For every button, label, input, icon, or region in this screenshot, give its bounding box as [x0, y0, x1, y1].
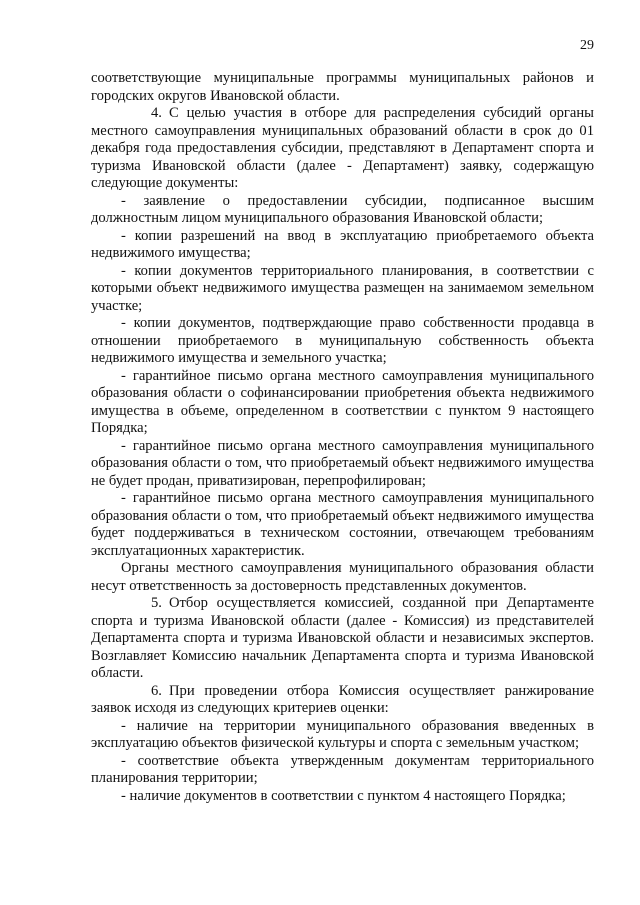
list-item: - копии документов территориального планирования, в соответствии с которыми объект недвижимого имущества размещен на занимаемом земельном участке;: [91, 262, 594, 314]
list-item: - наличие документов в соответствии с пунктом 4 настоящего Порядка;: [121, 787, 566, 804]
numbered-paragraph-5: 5. Отбор осуществляется комиссией, созданной при Департаменте спорта и туризма Ивановской области (далее - Комиссия) из представителей Департамента спорта и туризма Ивановской области и независимых экспертов. Возглавляет Комиссию начальник Департамента спорта и туризма Ивановской области.: [91, 595, 594, 681]
document-body: [91, 70, 594, 805]
paragraph-number: 4.: [151, 105, 162, 121]
list-item: - наличие на территории муниципального образования введенных в эксплуатацию объектов физической культуры и спорта с земельным участком;: [91, 717, 594, 751]
list-item: - гарантийное письмо органа местного самоуправления муниципального образования области о том, что приобретаемый объект недвижимого имущества будет поддерживаться в техническом состоянии, отвечающем требованиям эксплуатационных характеристик.: [91, 490, 594, 559]
page-number: 29: [580, 38, 594, 53]
list-item: - заявление о предоставлении субсидии, подписанное высшим должностным лицом муниципального образования Ивановской области;: [91, 192, 594, 226]
paragraph-number: 6.: [151, 682, 162, 699]
paragraph: соответствующие муниципальные программы муниципальных районов и городских округов Ивановской области.: [91, 70, 594, 104]
paragraph: Органы местного самоуправления муниципального образования области несут ответственность за достоверность представленных документов.: [91, 560, 594, 594]
numbered-paragraph-6: 6. При проведении отбора Комиссия осуществляет ранжирование заявок исходя из следующих критериев оценки:: [91, 682, 594, 716]
list-item: - копии разрешений на ввод в эксплуатацию приобретаемого объекта недвижимого имущества;: [91, 227, 594, 261]
list-item: - соответствие объекта утвержденным документам территориального планирования территории;: [91, 752, 594, 786]
list-item: - гарантийное письмо органа местного самоуправления муниципального образования области о том, что приобретаемый объект недвижимого имущества не будет продан, приватизирован, перепрофилирован;: [91, 437, 594, 489]
list-item: - гарантийное письмо органа местного самоуправления муниципального образования области о софинансировании приобретения объекта недвижимого имущества в объеме, определенном в соответствии с пунктом 9 настоящего Порядка;: [91, 367, 594, 436]
list-item: - копии документов, подтверждающие право собственности продавца в отношении приобретаемого в муниципальную собственность объекта недвижимого имущества и земельного участка;: [91, 315, 594, 366]
paragraph-number: 5.: [151, 595, 162, 611]
numbered-paragraph-4: 4. С целью участия в отборе для распределения субсидий органы местного самоуправления муниципальных образований области в срок до 01 декабря года предоставления субсидии, представляют в Департамент спорта и туризма Ивановской области (далее - Департамент) заявку, содержащую следующие документы:: [91, 105, 594, 191]
